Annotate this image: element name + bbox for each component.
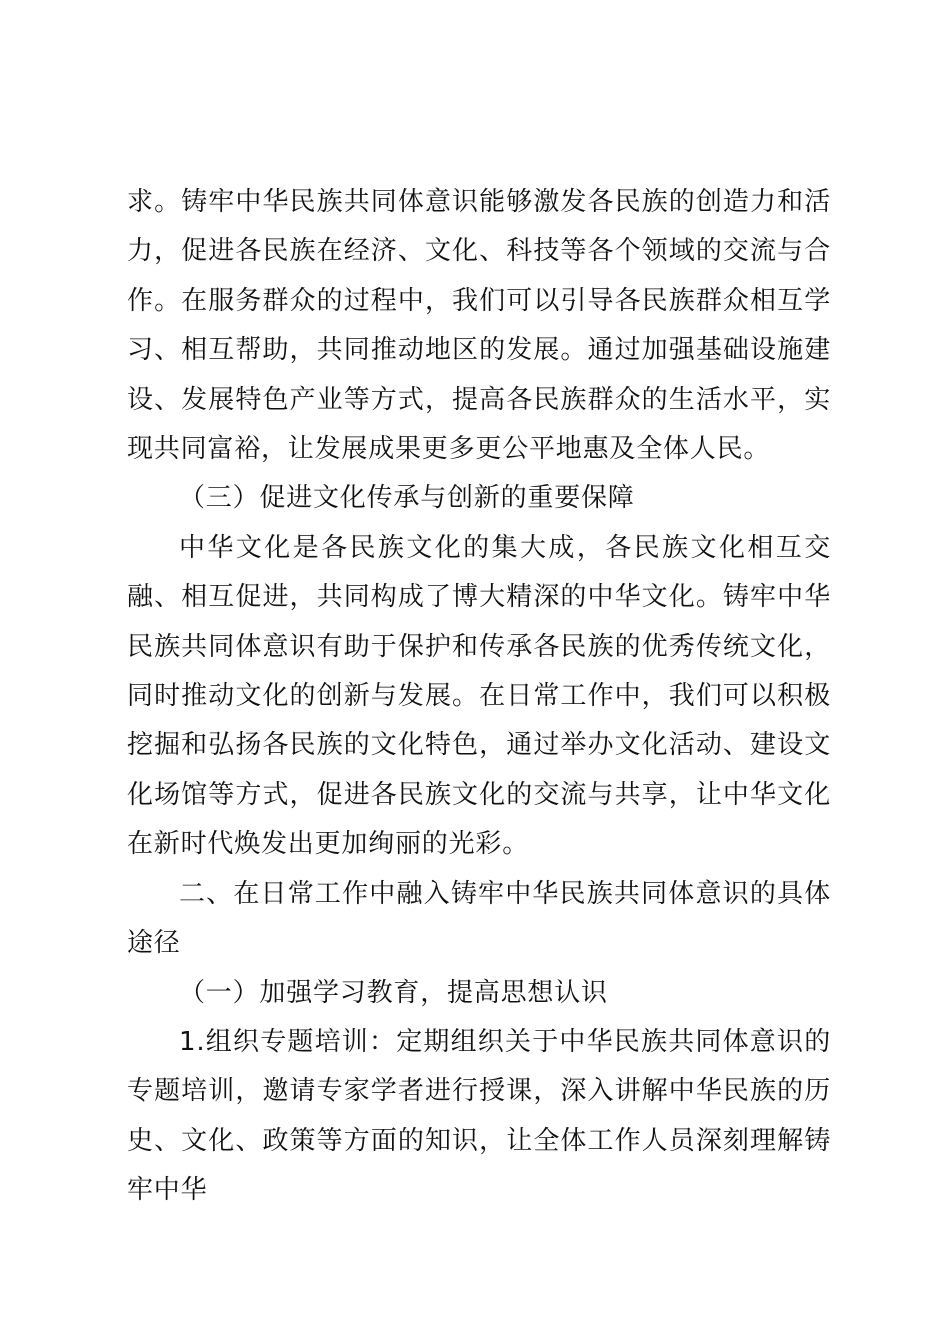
paragraph-culture: 中华文化是各民族文化的集大成，各民族文化相互交融、相互促进，共同构成了博大精深的中华文化。铸牢中华民族共同体意识有助于保护和传承各民族的优秀传统文化，同时推动文化的创新与发展。在日常工作中，我们可以积极挖掘和弘扬各民族的文化特色，通过举办文化活动、建设文化场馆等方式，促进各民族文化的交流与共享，让中华文化在新时代焕发出更加绚丽的光彩。	[127, 532, 831, 860]
paragraph-continuation: 求。铸牢中华民族共同体意识能够激发各民族的创造力和活力，促进各民族在经济、文化、科技等各个领域的交流与合作。在服务群众的过程中，我们可以引导各民族群众相互学习、相互帮助，共同推动地区的发展。通过加强基础设施建设、发展特色产业等方式，提高各民族群众的生活水平，实现共同富裕，让发展成果更多更公平地惠及全体人民。	[127, 187, 831, 465]
document-body	[127, 178, 831, 1216]
section-heading-three: （三）促进文化传承与创新的重要保障	[179, 483, 635, 514]
section-heading-one: （一）加强学习教育，提高思想认识	[179, 977, 608, 1008]
chapter-heading-two: 二、在日常工作中融入铸牢中华民族共同体意识的具体途径	[127, 878, 831, 959]
paragraph-training: 1.组织专题培训：定期组织关于中华民族共同体意识的专题培训，邀请专家学者进行授课，深入讲解中华民族的历史、文化、政策等方面的知识，让全体工作人员深刻理解铸牢中华	[127, 1026, 831, 1206]
